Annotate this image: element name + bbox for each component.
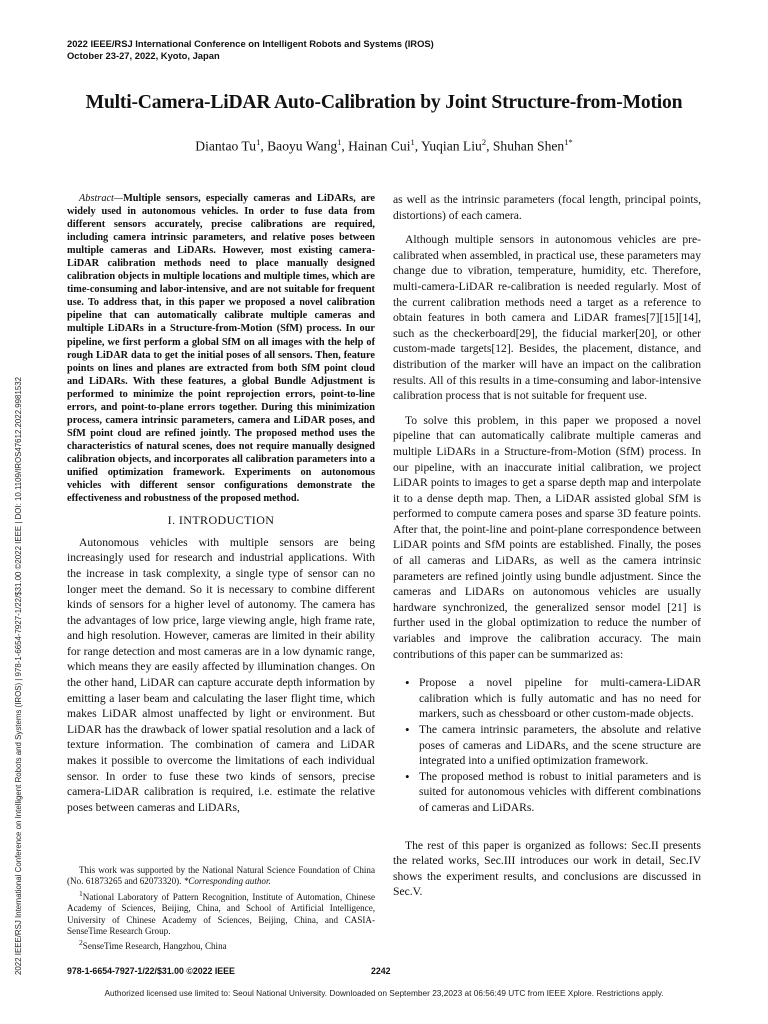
footnote-support (67, 865, 375, 888)
body-paragraph: The rest of this paper is organized as follows: Sec.II presents the related works, Sec.III introduces our work in detail, Sec.IV shows the experiment results, and conclusions are discussed in Sec.V. (393, 838, 701, 899)
footnote-affiliation-text: SenseTime Research, Hangzhou, China (82, 941, 227, 952)
author-affiliation: 1 (410, 137, 415, 147)
footnote-affiliation-1 (67, 888, 375, 938)
list-item: • Propose a novel pipeline for multi-camera-LiDAR calibration which is fully automatic and has no need for markers, such as chessboard or other custom-made objects. (419, 675, 701, 722)
intro-paragraph: Autonomous vehicles with multiple sensors are being increasingly used for research and industrial applications. With the increase in task complexity, a single type of sensor can no longer meet the demand. So it is necessary to combine different kinds of sensors for a higher level of autonomy. The camera has the advantages of low price, large viewing angle, high frame rate, and high resolution. However, cameras are limited in their ability for range detection and most cameras are in a low dynamic range, which means they are easily affected by illumination changes. On the other hand, LiDAR can capture accurate depth information by emitting a laser beam and calculating the laser flight time, which makes LiDAR almost unaffected by light or environment. But LiDAR has the drawback of lower spatial resolution and a lack of texture information. The combination of camera and LiDAR makes it possible to overcome the limitations of each individual sensor. In order to fuse these two kinds of sensors, precise camera-LiDAR calibration is required, i.e. estimate the relative poses between cameras and LiDARs, (67, 535, 375, 814)
author-affiliation: 1* (564, 137, 573, 147)
footnote-support-text: This work was supported by the National Natural Science Foundation of China (No. 61873265 and 62073320). (67, 865, 375, 887)
author-affiliation: 1 (337, 137, 342, 147)
abstract (67, 192, 375, 505)
body-paragraph: To solve this problem, in this paper we proposed a novel pipeline that can automatically calibrate multiple cameras and multiple LiDARs in a Structure-from-Motion (SfM) process. In our pipeline, with an inaccurate initial calibration, we project LiDAR points to images to get a sparse depth map and interpolate it to a dense depth map. Then, a LiDAR assisted global SfM is performed to compute camera poses and sparse 3D feature points. After that, the point-line and point-plane correspondence between LiDAR points and SfM points are established. Finally, the poses of all cameras and LiDARs, as well as the camera intrinsic parameters are refined jointly using bundle adjustment. Since the cameras and LiDARs on autonomous vehicles are usually hardware synchronized, the generalized sensor model [21] is further used in the global optimization to reduce the number of variables and improve the calibration accuracy. The main contributions of this paper can be summarized as: (393, 413, 701, 661)
left-column (67, 192, 375, 815)
author-affiliation: 2 (481, 137, 487, 147)
license-notice: Authorized licensed use limited to: Seoul National University. Downloaded on September 23,2023 at 06:56:49 UTC from IEEE Xplore. Restrictions apply. (104, 988, 664, 998)
paper-title: Multi-Camera-LiDAR Auto-Calibration by Joint Structure-from-Motion (85, 92, 683, 113)
list-item: • The camera intrinsic parameters, the absolute and relative poses of cameras and LiDARs, and the scene structure are integrated into a unified optimization framework. (419, 722, 701, 769)
footnotes (67, 865, 375, 953)
list-item: • The proposed method is robust to initial parameters and is suited for autonomous vehicles with different combinations of cameras and LiDARs. (419, 769, 701, 816)
author-list: Diantao Tu$^1$, Baoyu Wang$^1$, Hainan Cui$^1$, Yuqian Liu$^2$, Shuhan Shen$^{1*}$ (195, 137, 573, 154)
conference-name: 2022 IEEE/RSJ International Conference on Intelligent Robots and Systems (IROS) (67, 38, 434, 49)
author-name: Diantao Tu (195, 138, 257, 154)
sidebar-doi-stamp: 2022 IEEE/RSJ International Conference on Intelligent Robots and Systems (IROS) | 978-1-6654-7927-1/22/$31.00 ©2022 IEEE | DOI: 10.1109/IROS47612.2022.9981532 (14, 377, 23, 975)
author-name: Baoyu Wang (267, 138, 338, 154)
author-name: Hainan Cui (348, 138, 411, 154)
author-affiliation: 1 (256, 137, 261, 147)
contribution-list (393, 675, 701, 815)
abstract-dash: — (113, 193, 124, 204)
body-paragraph: as well as the intrinsic parameters (focal length, principal points, distortions) of each camera. (393, 193, 701, 222)
page-number: 2242 (371, 966, 391, 976)
conference-header (67, 38, 434, 62)
footnote-affiliation-text: National Laboratory of Pattern Recognition, Institute of Automation, Chinese Academy of Sciences, Beijing, China, and School of Artificial Intelligence, University of Chinese Academy of Sciences, Beijing, China, and CASIA-SenseTime Research Group. (67, 891, 375, 937)
abstract-label: Abstract (79, 193, 114, 204)
footnote-affiliation-2 (67, 937, 375, 952)
author-name: Shuhan Shen (492, 138, 565, 154)
footnote-mark: 1 (79, 888, 83, 898)
footnote-mark: 2 (79, 938, 83, 948)
body-paragraph: Although multiple sensors in autonomous vehicles are pre-calibrated when assembled, in practical use, these parameters may change due to vibration, temperature, humidity, etc. Therefore, multi-camera-LiDAR re-calibration is needed regularly. Most of the current calibration methods need a target as a reference to obtain features in both camera and LiDAR frames[7][15][14], such as the checkerboard[29], the fiducial marker[20], or other custom-made targets[12]. Besides, the placement, distance, and distribution of the marker will have an impact on the calibration results. All of this results in a time-consuming and labor-intensive calibration process that is not suitable for frequent use. (393, 233, 701, 403)
author-name: Yuqian Liu (421, 138, 482, 154)
right-column (393, 192, 701, 900)
abstract-text: Multiple sensors, especially cameras and LiDARs, are widely used in autonomous vehicles. In order to fuse data from different sensors accurately, precise calibrations are required, including camera intrinsic parameters, and relative poses between multiple cameras and LiDARs. However, most existing camera-LiDAR calibration methods need to place manually designed calibration objects in multiple locations and multiple times, which are time-consuming and labor-intensive, and are not suitable for frequent use. To address that, in this paper we proposed a novel calibration pipeline that can automatically calibrate multiple cameras and multiple LiDARs in a Structure-from-Motion (SfM) process. In our pipeline, we first perform a global SfM on all images with the help of rough LiDAR data to get the initial poses of all sensors. Then, feature points on lines and planes are extracted from both SfM point cloud and LiDARs. With these features, a global Bundle Adjustment is performed to minimize the point reprojection errors, point-to-line errors, and point-to-plane errors together. During this minimization process, camera intrinsic parameters, camera and LiDAR poses, and SfM point cloud are refined jointly. The proposed method uses the characteristics of natural scenes, does not require manually designed calibration objects, and incorporates all calibration parameters into a unified optimization framework. Experiments on autonomous vehicles with different sensor configurations demonstrate the effectiveness and robustness of the proposed method. (67, 193, 375, 505)
section-heading-introduction: I. INTRODUCTION (167, 513, 275, 528)
footnote-corresponding: *Corresponding author. (183, 876, 271, 887)
conference-date: October 23-27, 2022, Kyoto, Japan (67, 50, 220, 61)
footer-isbn: 978-1-6654-7927-1/22/$31.00 ©2022 IEEE (67, 966, 235, 976)
